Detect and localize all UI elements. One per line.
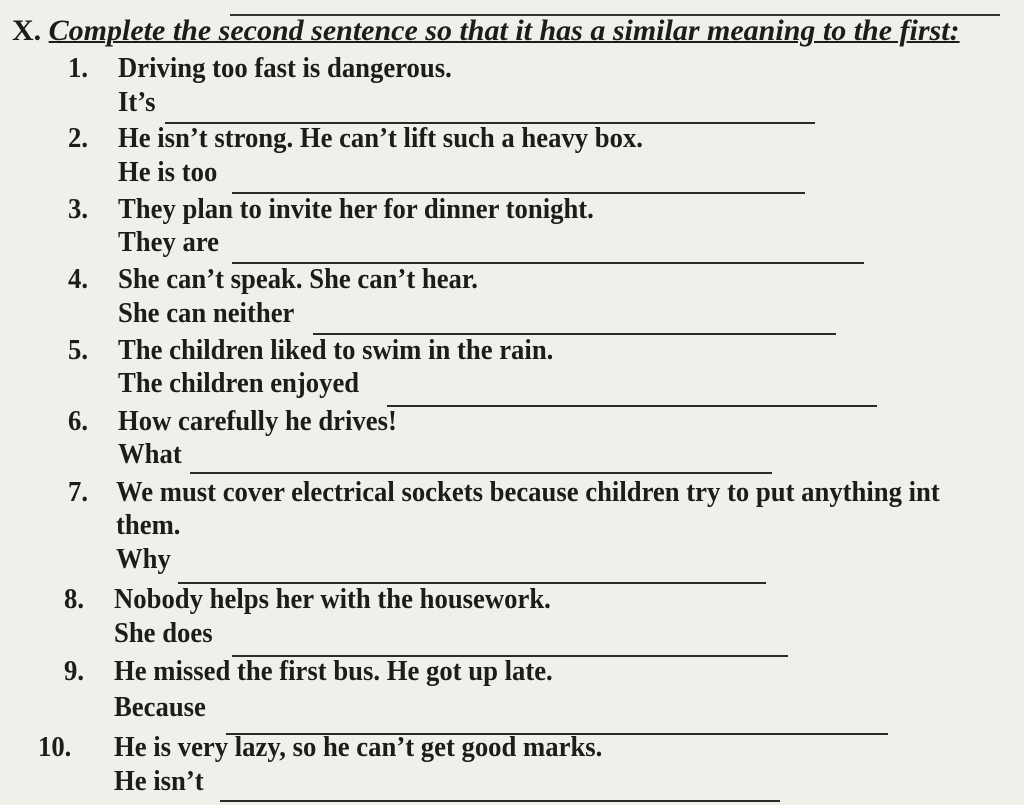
item-number: 2. — [68, 122, 89, 154]
original-sentence: He missed the first bus. He got up late. — [114, 655, 553, 687]
item-number: 3. — [68, 193, 89, 225]
rewrite-stem: They are — [118, 226, 220, 258]
item-number: 9. — [64, 655, 85, 687]
item-number: 4. — [68, 263, 89, 295]
rewrite-stem: What — [118, 438, 182, 470]
rewrite-stem: He isn’t — [114, 765, 204, 797]
original-sentence: He is very lazy, so he can’t get good marks. — [114, 731, 603, 763]
item-number: 7. — [68, 476, 89, 508]
rewrite-stem: She can neither — [118, 297, 295, 329]
rewrite-stem: The children enjoyed — [118, 367, 360, 399]
item-number: 1. — [68, 52, 89, 84]
exercise-heading — [12, 14, 960, 48]
rewrite-stem: He is too — [118, 156, 218, 188]
item-number: 10. — [38, 731, 72, 763]
original-sentence: We must cover electrical sockets because children try to put anything int — [116, 476, 940, 508]
original-sentence: She can’t speak. She can’t hear. — [118, 263, 478, 295]
answer-blank[interactable] — [387, 405, 877, 407]
original-sentence: Driving too fast is dangerous. — [118, 52, 452, 84]
rewrite-stem: It’s — [118, 86, 156, 118]
original-sentence: Nobody helps her with the housework. — [114, 583, 551, 615]
item-number: 6. — [68, 405, 89, 437]
original-sentence: The children liked to swim in the rain. — [118, 334, 554, 366]
original-sentence: They plan to invite her for dinner tonight. — [118, 193, 594, 225]
item-number: 5. — [68, 334, 89, 366]
answer-blank[interactable] — [220, 800, 780, 802]
original-sentence: How carefully he drives! — [118, 405, 397, 437]
rewrite-stem: Because — [114, 691, 206, 723]
rewrite-stem: She does — [114, 617, 213, 649]
original-sentence-continuation: them. — [116, 509, 181, 541]
item-number: 8. — [64, 583, 85, 615]
answer-blank[interactable] — [190, 472, 772, 474]
original-sentence: He isn’t strong. He can’t lift such a heavy box. — [118, 122, 643, 154]
exercise-number: X. — [12, 14, 42, 47]
exercise-instruction: Complete the second sentence so that it has a similar meaning to the first: — [48, 14, 960, 47]
rewrite-stem: Why — [116, 543, 171, 575]
